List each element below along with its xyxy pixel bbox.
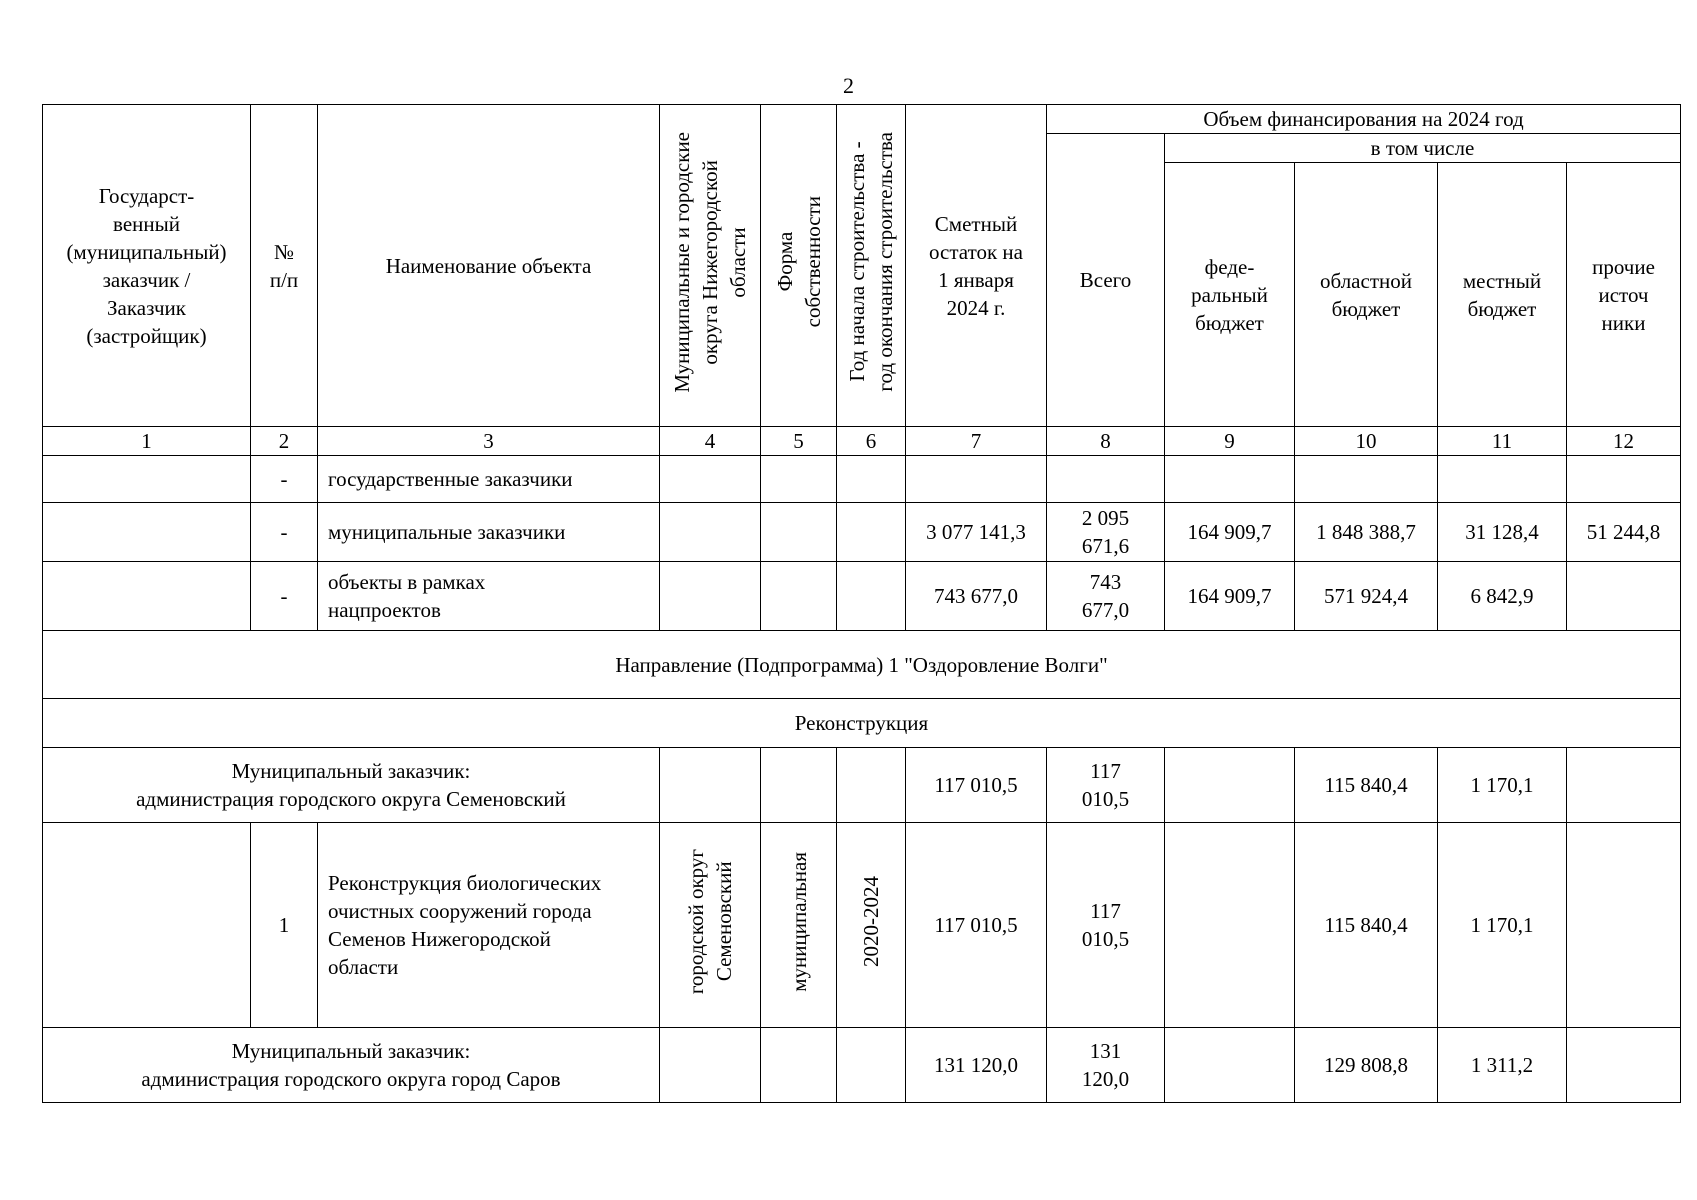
header-municipality: Муниципальные и городские округа Нижегородской области [670,131,750,393]
other-cell [1567,823,1681,1028]
regional-cell [1295,456,1438,503]
header-federal: феде- ральный бюджет [1165,163,1295,427]
object-years: 2020-2024 [859,876,883,967]
other-cell [1567,456,1681,503]
object-row [43,823,1681,1028]
column-number: 9 [1165,427,1295,456]
estimate-cell: 131 120,0 [906,1028,1047,1103]
object-num: 1 [251,823,318,1028]
empty-cell [761,748,837,823]
column-number: 12 [1567,427,1681,456]
section-title: Направление (Подпрограмма) 1 "Оздоровление Волги" [43,631,1681,699]
customer-label: Муниципальный заказчик: администрация городского округа город Саров [43,1028,660,1103]
empty-cell [837,456,906,503]
empty-cell [761,1028,837,1103]
header-financing-title: Объем финансирования на 2024 год [1047,105,1681,134]
table-row [43,456,1681,503]
other-cell: 51 244,8 [1567,503,1681,562]
column-number: 4 [660,427,761,456]
local-cell: 31 128,4 [1438,503,1567,562]
customer-row [43,1028,1681,1103]
empty-cell [837,503,906,562]
header-regional: областной бюджет [1295,163,1438,427]
municipality-cell [660,823,761,1028]
estimate-cell: 3 077 141,3 [906,503,1047,562]
header-ownership: Форма собственности [772,196,825,328]
other-cell [1567,748,1681,823]
header-ownership-cell [761,105,837,427]
header-object-name: Наименование объекта [318,105,660,427]
empty-cell [660,562,761,631]
header-estimate: Сметный остаток на 1 января 2024 г. [906,105,1047,427]
object-municipality: городской округ Семеновский [684,848,736,995]
subsection-title: Реконструкция [43,699,1681,748]
dash-cell: - [251,456,318,503]
column-number: 10 [1295,427,1438,456]
column-number: 5 [761,427,837,456]
header-years: Год начала строительства - год окончания строительства [845,132,897,392]
section-row [43,631,1681,699]
column-number: 2 [251,427,318,456]
customer-row [43,748,1681,823]
column-number: 8 [1047,427,1165,456]
local-cell: 1 311,2 [1438,1028,1567,1103]
header-municipality-cell [660,105,761,427]
regional-cell: 571 924,4 [1295,562,1438,631]
local-cell: 1 170,1 [1438,748,1567,823]
other-cell [1567,562,1681,631]
empty-cell [660,456,761,503]
object-name: Реконструкция биологических очистных сооружений города Семенов Нижегородской области [318,823,660,1028]
empty-cell [761,456,837,503]
row-name: объекты в рамках нацпроектов [318,562,660,631]
header-local: местный бюджет [1438,163,1567,427]
estimate-cell [906,456,1047,503]
empty-cell [761,503,837,562]
object-ownership: муниципальная [786,851,811,992]
empty-cell [43,562,251,631]
estimate-cell: 743 677,0 [906,562,1047,631]
estimate-cell: 117 010,5 [906,823,1047,1028]
header-including: в том числе [1165,134,1681,163]
empty-cell [837,1028,906,1103]
total-cell: 117 010,5 [1047,823,1165,1028]
local-cell [1438,456,1567,503]
federal-cell [1165,1028,1295,1103]
federal-cell: 164 909,7 [1165,562,1295,631]
dash-cell: - [251,562,318,631]
federal-cell [1165,456,1295,503]
column-number: 11 [1438,427,1567,456]
regional-cell: 115 840,4 [1295,748,1438,823]
empty-cell [43,823,251,1028]
federal-cell [1165,823,1295,1028]
empty-cell [837,748,906,823]
column-numbers-row [43,427,1681,456]
column-number: 1 [43,427,251,456]
header-years-cell [837,105,906,427]
empty-cell [43,456,251,503]
row-name: государственные заказчики [318,456,660,503]
total-cell: 743 677,0 [1047,562,1165,631]
empty-cell [660,1028,761,1103]
table-row [43,562,1681,631]
federal-cell [1165,748,1295,823]
regional-cell: 129 808,8 [1295,1028,1438,1103]
empty-cell [660,748,761,823]
table-row [43,503,1681,562]
subsection-row [43,699,1681,748]
local-cell: 6 842,9 [1438,562,1567,631]
federal-cell: 164 909,7 [1165,503,1295,562]
column-number: 6 [837,427,906,456]
header-num: № п/п [251,105,318,427]
total-cell: 117 010,5 [1047,748,1165,823]
customer-label: Муниципальный заказчик: администрация городского округа Семеновский [43,748,660,823]
local-cell: 1 170,1 [1438,823,1567,1028]
total-cell: 2 095 671,6 [1047,503,1165,562]
ownership-cell [761,823,837,1028]
empty-cell [761,562,837,631]
header-total: Всего [1047,134,1165,427]
empty-cell [660,503,761,562]
header-other: прочие источ ники [1567,163,1681,427]
regional-cell: 1 848 388,7 [1295,503,1438,562]
dash-cell: - [251,503,318,562]
header-customer: Государст- венный (муниципальный) заказчик / Заказчик (застройщик) [43,105,251,427]
empty-cell [43,503,251,562]
other-cell [1567,1028,1681,1103]
regional-cell: 115 840,4 [1295,823,1438,1028]
row-name: муниципальные заказчики [318,503,660,562]
total-cell [1047,456,1165,503]
column-number: 7 [906,427,1047,456]
total-cell: 131 120,0 [1047,1028,1165,1103]
years-cell [837,823,906,1028]
empty-cell [837,562,906,631]
financing-table [42,104,1681,1103]
column-number: 3 [318,427,660,456]
estimate-cell: 117 010,5 [906,748,1047,823]
page-number: 2 [843,73,854,98]
